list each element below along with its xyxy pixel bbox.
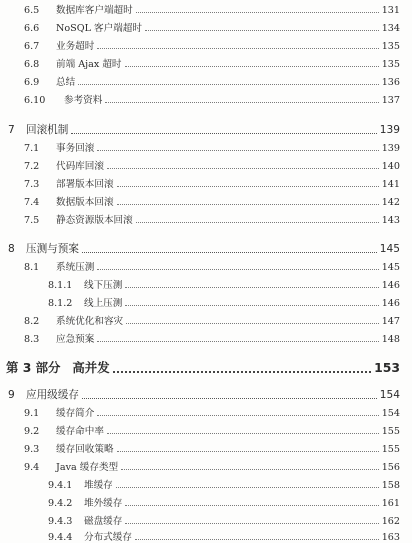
toc-entry-title: 代码库回滚 bbox=[56, 161, 104, 172]
toc-dot-leader bbox=[78, 84, 379, 85]
toc-entry-number: 8.1 bbox=[24, 262, 40, 273]
toc-dot-leader bbox=[71, 133, 376, 134]
toc-dot-leader bbox=[117, 451, 379, 452]
toc-dot-leader bbox=[117, 186, 379, 187]
toc-entry-title: 缓存命中率 bbox=[56, 426, 104, 437]
toc-entry-page: 136 bbox=[381, 77, 400, 88]
toc-entry-page: 147 bbox=[381, 316, 400, 327]
toc-entry[interactable] bbox=[0, 92, 400, 106]
toc-chapter-page: 145 bbox=[379, 243, 400, 255]
toc-entry-number: 7.1 bbox=[24, 143, 40, 154]
toc-dot-leader bbox=[97, 150, 378, 151]
toc-entry-page: 140 bbox=[381, 161, 400, 172]
toc-subentry-page: 163 bbox=[381, 532, 400, 543]
toc-dot-leader bbox=[113, 371, 372, 373]
toc-dot-leader bbox=[125, 305, 378, 306]
toc-entry-page: 145 bbox=[381, 262, 400, 273]
toc-entry-title: 数据库客户端超时 bbox=[56, 5, 133, 16]
toc-chapter-title: 压测与预案 bbox=[26, 243, 79, 255]
toc-chapter-number: 9 bbox=[8, 389, 15, 401]
toc-subentry-page: 158 bbox=[381, 480, 400, 491]
toc-subentry-page: 162 bbox=[381, 516, 400, 527]
toc-chapter-page: 139 bbox=[379, 124, 400, 136]
toc-dot-leader bbox=[125, 523, 378, 524]
toc-chapter[interactable] bbox=[0, 241, 400, 256]
toc-entry-title: 数据版本回滚 bbox=[56, 197, 114, 208]
toc-entry-page: 156 bbox=[381, 462, 400, 473]
toc-part-page: 153 bbox=[374, 360, 400, 375]
toc-entry[interactable] bbox=[0, 38, 400, 52]
toc-subentry-number: 8.1.2 bbox=[48, 298, 73, 309]
toc-entry-number: 9.3 bbox=[24, 444, 40, 455]
toc-entry[interactable] bbox=[0, 158, 400, 172]
toc-entry-title: 缓存简介 bbox=[56, 408, 95, 419]
toc-subentry[interactable] bbox=[0, 513, 400, 527]
toc-entry-page: 135 bbox=[381, 59, 400, 70]
toc-entry-number: 6.9 bbox=[24, 77, 40, 88]
toc-entry-number: 6.7 bbox=[24, 41, 40, 52]
toc-entry-number: 6.5 bbox=[24, 5, 40, 16]
toc-dot-leader bbox=[125, 505, 378, 506]
toc-subentry-title: 线上压测 bbox=[84, 298, 123, 309]
toc-entry-title: 应急预案 bbox=[56, 334, 95, 345]
toc-entry[interactable] bbox=[0, 74, 400, 88]
toc-entry-page: 131 bbox=[381, 5, 400, 16]
toc-dot-leader bbox=[117, 204, 379, 205]
toc-entry-title: 参考资料 bbox=[64, 95, 103, 106]
toc-entry-title: 缓存回收策略 bbox=[56, 444, 114, 455]
toc-entry-page: 134 bbox=[381, 23, 400, 34]
toc-subentry-title: 分布式缓存 bbox=[84, 532, 132, 543]
toc-dot-leader bbox=[136, 12, 379, 13]
toc-dot-leader bbox=[105, 102, 378, 103]
toc-subentry[interactable] bbox=[0, 277, 400, 291]
toc-subentry-title: 线下压测 bbox=[84, 280, 123, 291]
toc-chapter-title: 回滚机制 bbox=[26, 124, 69, 136]
toc-entry[interactable] bbox=[0, 441, 400, 455]
toc-entry-page: 148 bbox=[381, 334, 400, 345]
toc-subentry-page: 146 bbox=[381, 298, 400, 309]
toc-entry-number: 7.2 bbox=[24, 161, 40, 172]
toc-dot-leader bbox=[82, 398, 377, 399]
toc-dot-leader bbox=[145, 30, 379, 31]
toc-dot-leader bbox=[125, 66, 379, 67]
toc-chapter-title: 应用级缓存 bbox=[26, 389, 79, 401]
toc-entry-page: 137 bbox=[381, 95, 400, 106]
toc-dot-leader bbox=[126, 323, 379, 324]
toc-entry-title: 总结 bbox=[56, 77, 76, 88]
toc-subentry-title: 磁盘缓存 bbox=[84, 516, 123, 527]
toc-entry-number: 8.3 bbox=[24, 334, 40, 345]
toc-entry-page: 154 bbox=[381, 408, 400, 419]
toc-dot-leader bbox=[121, 469, 379, 470]
toc-entry-title: NoSQL 客户端超时 bbox=[56, 23, 142, 34]
toc-dot-leader bbox=[135, 539, 379, 540]
toc-dot-leader bbox=[82, 252, 377, 253]
toc-entry-number: 9.4 bbox=[24, 462, 40, 473]
toc-part[interactable] bbox=[0, 358, 400, 376]
toc-subentry-title: 堆缓存 bbox=[84, 480, 113, 491]
toc-dot-leader bbox=[107, 168, 379, 169]
toc-dot-leader bbox=[97, 415, 378, 416]
toc-entry-page: 142 bbox=[381, 197, 400, 208]
toc-dot-leader bbox=[125, 287, 378, 288]
toc-entry[interactable] bbox=[0, 313, 400, 327]
toc-chapter-number: 7 bbox=[8, 124, 15, 136]
toc-subentry-number: 9.4.4 bbox=[48, 532, 73, 543]
toc-entry-number: 7.3 bbox=[24, 179, 40, 190]
toc-subentry[interactable] bbox=[0, 477, 400, 491]
toc-entry-number: 8.2 bbox=[24, 316, 40, 327]
toc-subentry-title: 堆外缓存 bbox=[84, 498, 123, 509]
toc-subentry-page: 146 bbox=[381, 280, 400, 291]
toc-subentry-number: 9.4.3 bbox=[48, 516, 73, 527]
toc-subentry-number: 9.4.1 bbox=[48, 480, 73, 491]
toc-entry[interactable] bbox=[0, 176, 400, 190]
toc-chapter-number: 8 bbox=[8, 243, 15, 255]
toc-entry[interactable] bbox=[0, 405, 400, 419]
toc-entry-title: 静态资源版本回滚 bbox=[56, 215, 133, 226]
toc-part-number: 第 3 部分 bbox=[6, 360, 61, 375]
toc-entry-page: 135 bbox=[381, 41, 400, 52]
toc-entry[interactable] bbox=[0, 194, 400, 208]
toc-entry-number: 7.4 bbox=[24, 197, 40, 208]
toc-part-title: 高并发 bbox=[72, 360, 110, 375]
toc-entry-page: 143 bbox=[381, 215, 400, 226]
toc-entry-page: 139 bbox=[381, 143, 400, 154]
toc-dot-leader bbox=[116, 487, 379, 488]
toc-entry[interactable] bbox=[0, 331, 400, 345]
toc-entry[interactable] bbox=[0, 140, 400, 154]
toc-dot-leader bbox=[97, 269, 378, 270]
toc-entry-title: 系统压测 bbox=[56, 262, 95, 273]
toc-chapter[interactable] bbox=[0, 387, 400, 402]
toc-entry-page: 155 bbox=[381, 444, 400, 455]
toc-entry-title: Java 缓存类型 bbox=[56, 462, 119, 473]
toc-subentry[interactable] bbox=[0, 495, 400, 509]
toc-entry-number: 7.5 bbox=[24, 215, 40, 226]
toc-entry-title: 前端 Ajax 超时 bbox=[56, 59, 122, 70]
toc-subentry-page: 161 bbox=[381, 498, 400, 509]
toc-entry-page: 155 bbox=[381, 426, 400, 437]
toc-entry-title: 系统优化和容灾 bbox=[56, 316, 124, 327]
toc-subentry-number: 8.1.1 bbox=[48, 280, 73, 291]
toc-entry-title: 部署版本回滚 bbox=[56, 179, 114, 190]
toc-chapter[interactable] bbox=[0, 122, 400, 137]
toc-entry[interactable] bbox=[0, 20, 400, 34]
toc-entry[interactable] bbox=[0, 56, 400, 70]
toc-entry-number: 6.6 bbox=[24, 23, 40, 34]
toc-entry[interactable] bbox=[0, 459, 400, 473]
toc-entry-page: 141 bbox=[381, 179, 400, 190]
toc-entry-number: 9.2 bbox=[24, 426, 40, 437]
toc-entry[interactable] bbox=[0, 423, 400, 437]
toc-dot-leader bbox=[136, 222, 379, 223]
toc-dot-leader bbox=[97, 341, 378, 342]
toc-entry-number: 6.8 bbox=[24, 59, 40, 70]
toc-entry-title: 业务超时 bbox=[56, 41, 95, 52]
toc-entry[interactable] bbox=[0, 2, 400, 16]
toc-dot-leader bbox=[107, 433, 379, 434]
toc-entry-number: 9.1 bbox=[24, 408, 40, 419]
toc-entry[interactable] bbox=[0, 212, 400, 226]
toc-subentry-number: 9.4.2 bbox=[48, 498, 73, 509]
toc-entry-title: 事务回滚 bbox=[56, 143, 95, 154]
toc-subentry[interactable] bbox=[0, 295, 400, 309]
toc-dot-leader bbox=[97, 48, 378, 49]
toc-chapter-page: 154 bbox=[379, 389, 400, 401]
toc-entry[interactable] bbox=[0, 259, 400, 273]
toc-entry-number: 6.10 bbox=[24, 95, 46, 106]
